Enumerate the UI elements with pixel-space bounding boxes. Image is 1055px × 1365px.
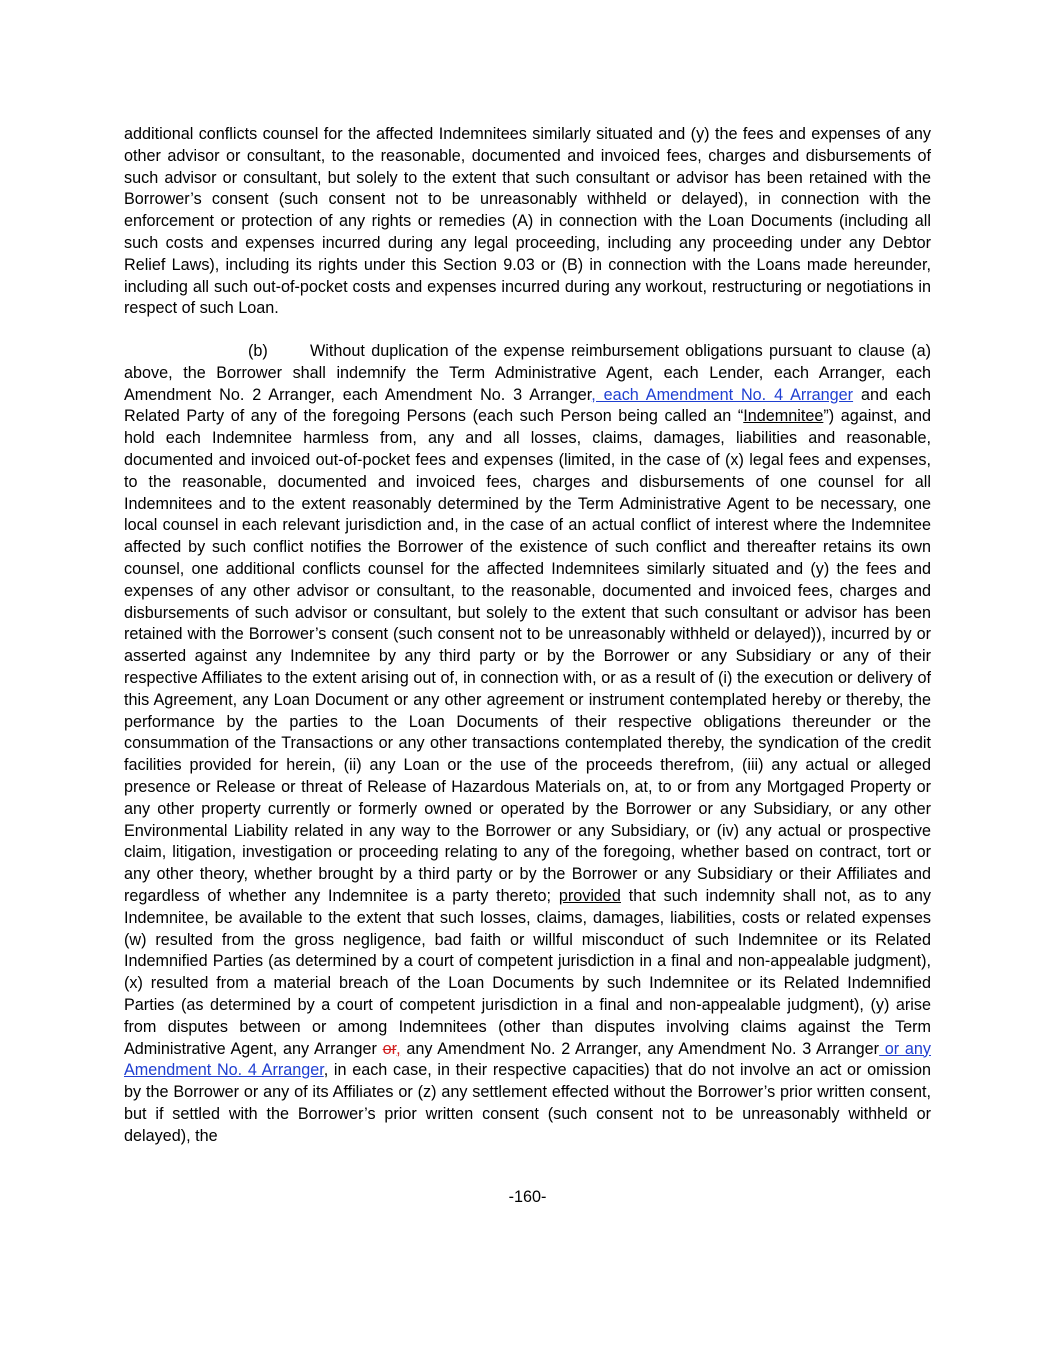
paragraph-text: that such indemnity shall not, as to any Indemnitee, be available to the extent that such losses, claims, damages, liabilities, costs or related expenses (w) resulted from the gross negligence, bad faith or willful misconduct of such Indemnitee or its Related Indemnified Parties (as determined by a court of competent jurisdiction in a final and non-appealable judgment), (x) resulted from a material breach of the Loan Documents by such Indemnitee or its Related Indemnified Parties (as determined by a court of competent jurisdiction in a final and non-appealable judgment), (y) arise from disputes between or among Indemnitees (other than disputes involving claims against the Term Administrative Agent, any Arranger (124, 886, 931, 1058)
inserted-text: or any Amendment No. 4 Arranger (124, 1039, 931, 1080)
paragraph-text: any Amendment No. 2 Arranger, any Amendment No. 3 Arranger (400, 1039, 880, 1058)
clause-label: (b) (248, 342, 268, 360)
paragraph-text: , in each case, in their respective capacities) that do not involve an act or omission by the Borrower or any of its Affiliates or (z) any settlement effected without the Borrower’s prior written consent, but if settled with the Borrower’s prior written consent (such consent not to be unreasonably withheld or delayed), the (124, 1061, 931, 1145)
paragraph-text: Without duplication of the expense reimbursement obligations pursuant to clause (a) above, the Borrower shall indemnify the Term Administrative Agent, each Lender, each Arranger, each Amendment No. 2 Arranger, each Amendment No. 3 Arranger (124, 342, 931, 404)
paragraph-b (124, 341, 931, 1147)
inserted-comma: , (396, 1039, 401, 1058)
paragraph-text: and each Related Party of any of the foregoing Persons (each such Person being called an “ (124, 385, 931, 426)
paragraph-text: ”) against, and hold each Indemnitee harmless from, any and all losses, claims, damages, liabilities and reasonable, documented and invoiced out-of-pocket fees and expenses (limited, in the case of (x) legal fees and expenses, to the reasonable, documented and invoiced fees, charges and disbursements of one counsel for all Indemnitees and to the extent reasonably determined by the Term Administrative Agent to be necessary, one local counsel in each relevant jurisdiction and, in the case of an actual conflict of interest where the Indemnitee affected by such conflict notifies the Borrower of the existence of such conflict and thereafter retains its own counsel, one additional conflicts counsel for the affected Indemnitees similarly situated and (y) the fees and expenses of any other advisor or consultant, to the reasonable, documented and invoiced fees, charges and disbursements of such advisor or consultant, but solely to the extent that such consultant or advisor has been retained with the Borrower’s consent (such consent not to be unreasonably withheld or delayed)), incurred by or asserted against any Indemnitee by any third party or by the Borrower or any Subsidiary or any of their respective Affiliates to the extent arising out of, in connection with, or as a result of (i) the execution or delivery of this Agreement, any Loan Document or any other agreement or instrument contemplated hereby or thereby, the performance by the parties to the Loan Documents of their respective obligations thereunder or the consummation of the Transactions or any other transactions contemplated thereby, the syndication of the credit facilities provided for herein, (ii) any Loan or the use of the proceeds therefrom, (iii) any actual or alleged presence or Release or threat of Release of Hazardous Materials on, at, to or from any Mortgaged Property or any other property currently or formerly owned or operated by the Borrower or any Subsidiary, or any other Environmental Liability related in any way to the Borrower or any Subsidiary, or (iv) any actual or prospective claim, litigation, investigation or proceeding relating to any of the foregoing, whether based on contract, tort or any other theory, whether brought by a third party or by the Borrower or any Subsidiary or their Affiliates and regardless of whether any Indemnitee is a party thereto; (124, 407, 931, 905)
provided-term: provided (558, 886, 621, 905)
paragraph-continuation: additional conflicts counsel for the affected Indemnitees similarly situated and (y) the fees and expenses of any other advisor or consultant, to the reasonable, documented and invoiced fees, charges and disbursements of such advisor or consultant, but solely to the extent that such consultant or advisor has been retained with the Borrower’s consent (such consent not to be unreasonably withheld or delayed), in connection with the enforcement or protection of any rights or remedies (A) in connection with the Loan Documents (including all such costs and expenses incurred during any legal proceeding, including any proceeding under any Debtor Relief Laws), including its rights under this Section 9.03 or (B) in connection with the Loans made hereunder, including all such out-of-pocket costs and expenses incurred during any workout, restructuring or negotiations in respect of such Loan. (124, 125, 931, 318)
deleted-text: or (382, 1039, 397, 1058)
defined-term: Indemnitee (743, 407, 824, 426)
inserted-text: , each Amendment No. 4 Arranger (591, 385, 854, 404)
page-number: -160- (508, 1188, 547, 1206)
